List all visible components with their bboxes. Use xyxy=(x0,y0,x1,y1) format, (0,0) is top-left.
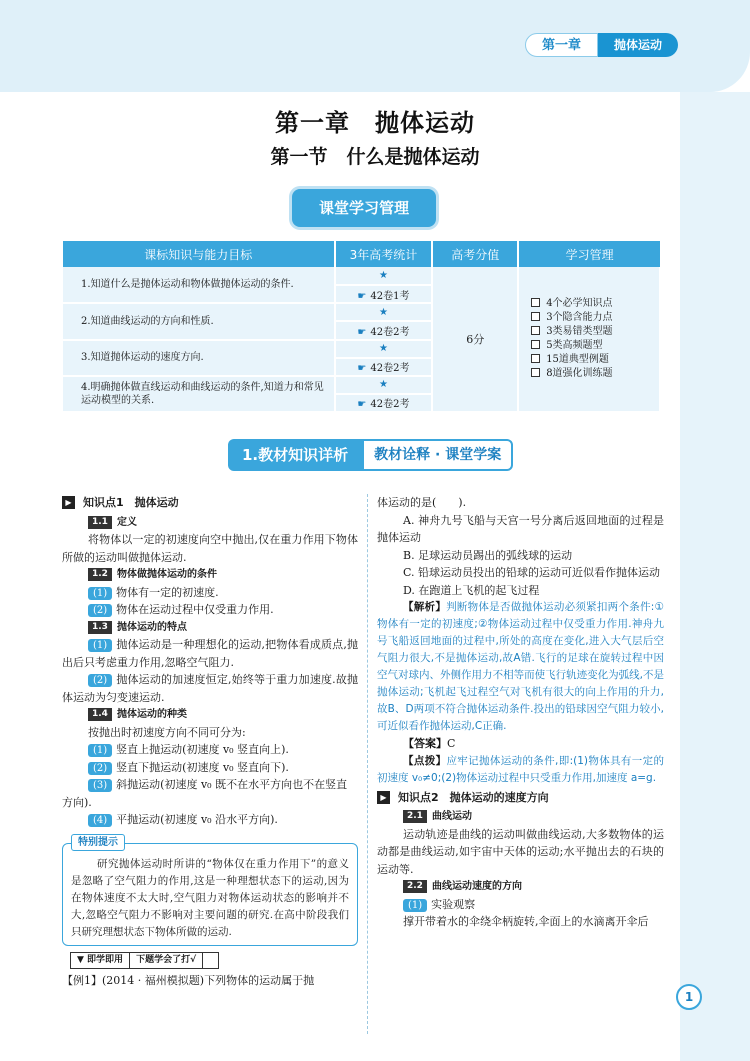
exam-cell: ☛ 42卷2考 xyxy=(335,394,433,412)
chapter-title: 第一章 抛体运动 xyxy=(275,109,475,137)
section-title: 第一节 什么是抛体运动 xyxy=(270,146,480,168)
checkbox-icon xyxy=(531,312,540,321)
table-row xyxy=(63,267,660,285)
manage-item: 8道强化训练题 xyxy=(531,367,659,381)
goal-cell: 2.知道曲线运动的方向和性质. xyxy=(63,303,335,339)
table-header-stats: 3年高考统计 xyxy=(335,241,433,267)
score-cell: 6分 xyxy=(432,267,518,412)
table-header-row xyxy=(63,241,660,267)
experiment-text: 撑开带着水的伞绕伞柄旋转,伞面上的水滴离开伞后 xyxy=(403,915,649,928)
practice-instruction: 下题学会了打√ xyxy=(130,952,203,969)
list-item: (4) 平抛运动(初速度 v₀ 沿水平方向). xyxy=(62,811,358,829)
play-triangle-icon: ▶ xyxy=(62,496,75,509)
list-item: (2) 抛体运动的加速度恒定,始终等于重力加速度.故抛体运动为匀变速运动. xyxy=(62,673,358,704)
checkbox-icon xyxy=(531,298,540,307)
goal-cell: 4.明确抛体做直线运动和曲线运动的条件,知道力和常见运动模型的关系. xyxy=(63,376,335,412)
pointing-hand-icon: ☛ xyxy=(357,326,367,338)
page-header-band xyxy=(0,0,750,92)
option-b: B. 足球运动员踢出的弧线球的运动 xyxy=(403,548,573,562)
list-item: (1) 竖直上抛运动(初速度 v₀ 竖直向上). xyxy=(62,741,358,759)
practice-label: ▼ 即学即用 xyxy=(70,952,130,969)
section-banner-left: 1.教材知识详析 xyxy=(228,439,362,471)
star-cell: ★ xyxy=(335,376,433,394)
question-continuation: 体运动的是( ). xyxy=(377,496,467,509)
curve-motion-text: 运动轨迹是曲线的运动叫做曲线运动,大多数物体的运动都是曲线运动,如宇宙中天体的运动;水平抛出去的石块的运动等. xyxy=(377,827,664,876)
section-banner xyxy=(228,439,513,471)
special-tip-label: 特别提示 xyxy=(71,834,125,851)
checkbox-icon xyxy=(531,340,540,349)
answer-block: 【答案】C xyxy=(403,737,456,750)
practice-checkbox[interactable] xyxy=(203,952,219,969)
star-cell: ★ xyxy=(335,303,433,321)
classroom-banner: 课堂学习管理 xyxy=(292,189,436,227)
manage-item: 15道典型例题 xyxy=(531,353,659,367)
goal-cell: 1.知道什么是抛体运动和物体做抛体运动的条件. xyxy=(63,267,335,303)
section-banner-right: 教材诠释 · 课堂学案 xyxy=(362,439,513,471)
checkbox-icon xyxy=(531,354,540,363)
list-item: (1) 抛体运动是一种理想化的运动,把物体看成质点,抛出后只考虑重力作用,忽略空气阻力. xyxy=(62,638,358,669)
example-1-stem: 【例1】(2014 · 福州模拟题)下列物体的运动属于抛 xyxy=(62,973,315,987)
pointing-hand-icon: ☛ xyxy=(357,290,367,302)
definition-text: 将物体以一定的初速度向空中抛出,仅在重力作用下物体所做的运动叫做抛体运动. xyxy=(62,533,358,564)
special-tip-text: 研究抛体运动时所讲的“物体仅在重力作用下”的意义是忽略了空气阻力的作用,这是一种理想状态下的运动,因为在物体速度不太大时,空气阻力对物体运动状态的影响并不大,忽略空气阻力不影响对主要问题的研究.在高中阶段我们只研究理想状态下物体所做的运动. xyxy=(71,857,349,938)
star-cell: ★ xyxy=(335,340,433,358)
list-item: (3) 斜抛运动(初速度 v₀ 既不在水平方向也不在竖直方向). xyxy=(62,778,348,809)
special-tip-box xyxy=(62,836,358,946)
subsection-number: 2.1 xyxy=(403,810,427,823)
subsection-number: 1.2 xyxy=(88,568,112,581)
subsection-number: 1.4 xyxy=(88,708,112,721)
exam-cell: ☛ 42卷2考 xyxy=(335,358,433,376)
goal-cell: 3.知道抛体运动的速度方向. xyxy=(63,340,335,376)
left-column xyxy=(62,494,358,989)
knowledge-point-1-heading: ▶ 知识点1 抛体运动 xyxy=(62,494,358,512)
learning-management-table xyxy=(63,241,661,413)
right-margin-strip xyxy=(680,92,750,1061)
subsection-number: 1.3 xyxy=(88,621,112,634)
subsection-heading: 2.1 曲线运动 xyxy=(403,808,664,826)
subsection-heading: 2.2 曲线运动速度的方向 xyxy=(403,878,664,896)
column-divider xyxy=(367,494,368,1034)
chapter-tabs xyxy=(525,33,678,57)
subsection-heading: 1.4 抛体运动的种类 xyxy=(88,706,358,724)
manage-item: 4个必学知识点 xyxy=(531,297,659,311)
list-item: (1) 物体有一定的初速度. xyxy=(62,584,358,602)
subsection-heading: 1.1 定义 xyxy=(88,514,358,532)
table-header-manage: 学习管理 xyxy=(518,241,660,267)
table-header-goal: 课标知识与能力目标 xyxy=(63,241,335,267)
star-cell: ★ xyxy=(335,267,433,285)
list-item: (2) 竖直下抛运动(初速度 v₀ 竖直向下). xyxy=(62,759,358,777)
exam-cell: ☛ 42卷2考 xyxy=(335,321,433,339)
option-c: C. 铅球运动员投出的铅球的运动可近似看作抛体运动 xyxy=(403,566,661,579)
knowledge-point-2-heading: ▶ 知识点2 抛体运动的速度方向 xyxy=(377,789,664,807)
subsection-number: 2.2 xyxy=(403,880,427,893)
option-a: A. 神舟九号飞船与天宫一号分离后返回地面的过程是抛体运动 xyxy=(377,513,664,544)
table-header-score: 高考分值 xyxy=(432,241,518,267)
play-triangle-icon: ▶ xyxy=(377,791,390,804)
topic-tab: 抛体运动 xyxy=(598,33,678,57)
option-d: D. 在跑道上飞机的起飞过程 xyxy=(403,583,540,597)
right-column xyxy=(377,494,664,931)
manage-cell xyxy=(518,267,660,412)
tip-block: 【点拨】应牢记抛体运动的条件,即:(1)物体具有一定的初速度 v₀≠0;(2)物体运动过程中只受重力作用,加速度 a=g. xyxy=(377,754,665,784)
checkbox-icon xyxy=(531,368,540,377)
subsection-heading: 1.3 抛体运动的特点 xyxy=(88,619,358,637)
list-item: (1) 实验观察 xyxy=(377,896,664,914)
manage-item: 5类高频题型 xyxy=(531,339,659,353)
pointing-hand-icon: ☛ xyxy=(357,399,367,411)
list-item: (2) 物体在运动过程中仅受重力作用. xyxy=(62,601,358,619)
exam-cell: ☛ 42卷1考 xyxy=(335,285,433,303)
page-number: 1 xyxy=(676,984,702,1010)
checkbox-icon xyxy=(531,326,540,335)
analysis-block: 【解析】判断物体是否做抛体运动必须紧扣两个条件:①物体有一定的初速度;②物体运动过程中仅受重力作用.神舟九号飞船返回地面的过程中,所处的高度在变化,进入大气层后空气阻力很大,不是抛体运动,故A错.飞行的足球在旋转过程中因空气对球内、外侧作用力不相等而使飞行轨迹变化为弧线,不是抛体运动;飞机起飞过程空气对飞机有很大的向上作用的升力,故B、D两项不符合抛体运动条件.投出的铅球因空气阻力较小,可近似看作抛体运动,C正确. xyxy=(377,601,664,732)
intro-text: 按抛出时初速度方向不同可分为: xyxy=(88,725,246,739)
chapter-tab: 第一章 xyxy=(525,33,598,57)
manage-item: 3类易错类型题 xyxy=(531,325,659,339)
subsection-heading: 1.2 物体做抛体运动的条件 xyxy=(88,566,358,584)
practice-bar xyxy=(70,952,358,969)
title-block xyxy=(0,103,750,169)
manage-item: 3个隐含能力点 xyxy=(531,311,659,325)
pointing-hand-icon: ☛ xyxy=(357,363,367,375)
subsection-number: 1.1 xyxy=(88,516,112,529)
